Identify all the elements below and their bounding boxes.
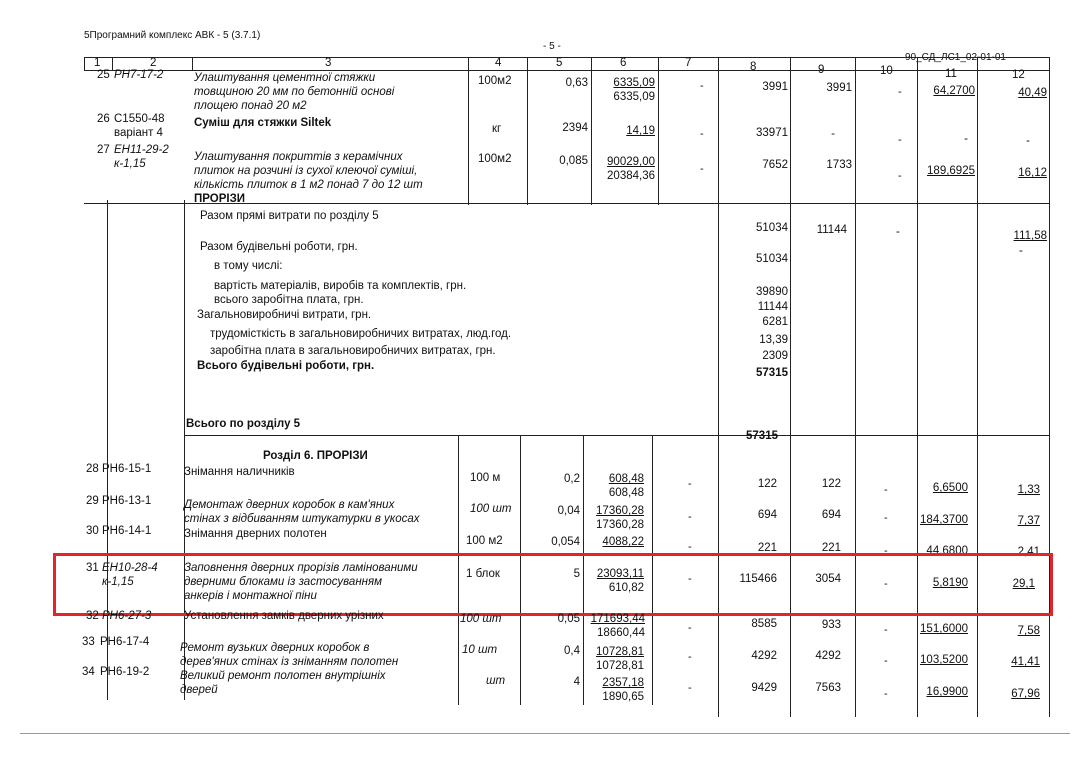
col-num-11: 11 <box>945 68 957 80</box>
col-num-1: 1 <box>94 57 101 69</box>
highlight-box <box>53 553 1053 616</box>
col-num-10: 10 <box>880 65 893 77</box>
col-num-7: 7 <box>685 57 692 69</box>
col-num-3: 3 <box>325 57 332 69</box>
program-header: 5Програмний комплекс АВК - 5 (3.7.1) <box>84 30 261 41</box>
col-num-6: 6 <box>620 57 627 69</box>
col-num-12: 12 <box>1012 69 1025 81</box>
section-title: Розділ 6. ПРОРІЗИ <box>263 450 368 462</box>
col-num-9: 9 <box>818 64 825 76</box>
page-number: - 5 - <box>543 41 561 52</box>
col-num-5: 5 <box>556 57 563 69</box>
col-num-2: 2 <box>150 57 157 69</box>
col-num-4: 4 <box>495 57 502 69</box>
col-num-8: 8 <box>750 61 757 73</box>
document-page: 5Програмний комплекс АВК - 5 (3.7.1) - 5 - 1 2 3 4 5 6 7 8 9 10 11 12 25 РН7-17-2 Улаштування цементної стяжки товщиною 20 мм по бетонній основі площею понад 20 м2 100м2 0,63 6335,09 6335,09 - 3991 3991 - 64,2700 40,49 26 С1550-48 варіант 4 Суміш для стяжки Siltek кг 2394 14,19 - 33971 - - - - 27 ЕН11-29-2 к-1,15 Улаштування покриттів з керамічних плиток на розчині із сухої клеючої суміші, кількість плиток в 1 м2 понад 7 до 12 шт ПРОРІЗИ 100м2 0,085 90029,00 20384,36 - 7652 1733 - 189,6925 16,12 Разом прямі витрати по розділу 5 51034 11144 - 111,58 - Разом будівельні роботи, грн. 51034 в тому числі: вартість матеріалів, виробів та комплектів, грн. 39890 всього заробітна плата, грн. 11144 Загальновиробничі витрати, грн. 6281 трудомісткість в загальновиробничих витратах, люд.год. 13,39 заробітна плата в загальновиробничих витратах, грн. 2309 Всього будівельні роботи, грн. 57315 Всього по розділу 5 57315 Розділ 6. ПРОРІЗИ 28 РН6-15-1 Знімання наличників 100 м 0,2 608,48 608,48 - 122 122 - 6,6500 1,33 29 РН6-13-1 Демонтаж дверних коробок в кам'яних стінах з відбиванням штукатурки в укосах 100 шт 0,04 17360,28 17360,28 - 694 694 - 184,3700 7,37 30 РН6-14-1 Знімання дверних полотен 100 м2 0,054 4088,22 - 221 221 - 44,6800 2,41 31 ЕН10-28-4 к-1,15 Заповнення дверних прорізів ламінованими дверними блоками із застосуванням анкерів і монтажної піни 1 блок 5 23093,11 610,82 - 115466 3054 - 5,8190 29,1 32 РН6-27-3 Установлення замків дверних урізних 100 шт 0,05 171693,44 18660,44 - 8585 933 - 151,6000 7,58 33 РН6-17-4 Ремонт вузьких дверних коробок в дерев'яних стінах із зніманням полотен 10 шт 0,4 10728,81 10728,81 - 4292 4292 - 103,5200 41,41 34 РН6-19-2 Великий ремонт полотен внутрішніх дверей шт 4 2357,18 1890,65 - 9429 7563 - 16,9900 67,96 <box>0 0 1085 768</box>
